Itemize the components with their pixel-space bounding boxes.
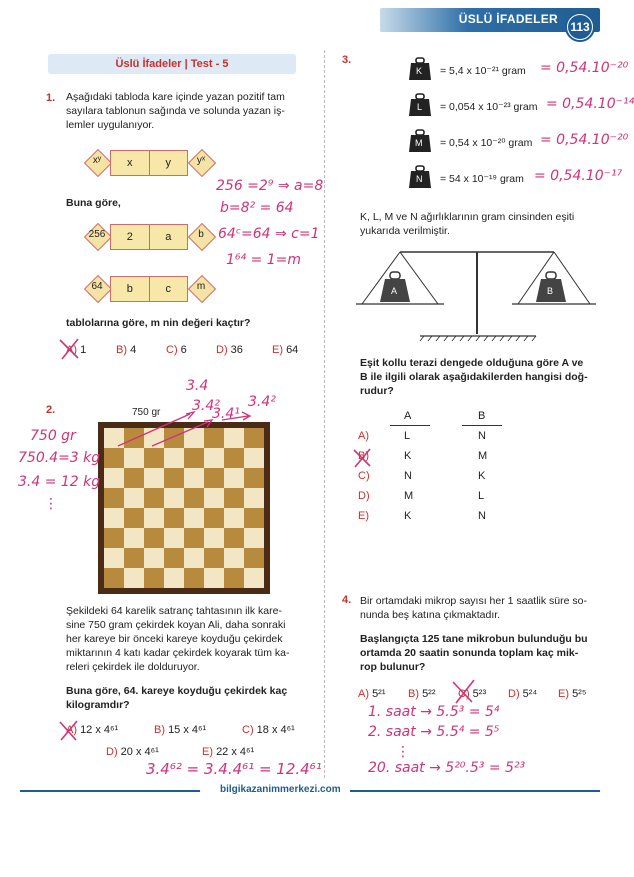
board-square [164, 468, 184, 488]
q2-arrows [112, 394, 292, 454]
board-square [224, 488, 244, 508]
header-title: ÜSLÜ İFADELER [458, 12, 558, 26]
board-square [184, 528, 204, 548]
board-square [204, 508, 224, 528]
board-square [124, 508, 144, 528]
board-square [124, 488, 144, 508]
board-square [144, 468, 164, 488]
q1-buna: Buna göre, [66, 197, 121, 209]
q2-option-e[interactable]: E) 22 x 4⁶¹ [202, 746, 255, 758]
q2-option-c[interactable]: C) 18 x 4⁶¹ [242, 724, 295, 736]
q2-hw-top-2: 3.4² [192, 398, 220, 414]
q2-option-d[interactable]: D) 20 x 4⁶¹ [106, 746, 159, 758]
board-square [204, 468, 224, 488]
q3-option-e[interactable]: E) K N [358, 510, 486, 522]
board-square [244, 508, 264, 528]
board-square [144, 508, 164, 528]
q4-hw-3: ⋮ [396, 744, 410, 760]
q2-hw-left-2: 750.4=3 kg [18, 450, 101, 466]
q4-hw-2: 2. saat → 5.5⁴ = 5⁵ [368, 724, 500, 740]
q1-table-2: 256 2 a b [84, 224, 214, 248]
q1-text: Aşağıdaki tabloda kare içinde yazan pozitif tam sayılara tablonun sağında ve solunda yazan iş- lemler uygulanıyor. [66, 91, 285, 131]
scale-label-a: A [391, 286, 398, 296]
q3-ask: Eşit kollu terazi dengede olduğuna göre A ve B ile ilgili olarak aşağıdakilerden hangisi doğ- rudur? [360, 357, 588, 397]
board-square [124, 468, 144, 488]
q1-options [66, 344, 316, 360]
q3-cross-mark [350, 446, 374, 470]
q2-ask: Buna göre, 64. kareye koyduğu çekirdek kaç kilogramdır? [66, 685, 288, 711]
q2-cross-mark [56, 718, 82, 744]
q4-option-a[interactable]: A) 5²¹ [358, 688, 386, 700]
board-square [204, 488, 224, 508]
q4-option-d[interactable]: D) 5²⁴ [508, 688, 538, 700]
board-square [104, 508, 124, 528]
board-square [164, 488, 184, 508]
q1-option-c[interactable]: C) 6 [166, 344, 187, 356]
q2-hw-bottom: 3.4⁶² = 3.4.4⁶¹ = 12.4⁶¹ [146, 760, 322, 778]
board-square [144, 568, 164, 588]
board-square [224, 528, 244, 548]
q1-option-a[interactable]: A) 1 [66, 344, 87, 356]
board-square [124, 548, 144, 568]
q1-table-1: xʸ x y yˣ [84, 150, 214, 174]
board-square [184, 508, 204, 528]
q2-hw-left-1: 750 gr [30, 428, 76, 444]
footer-line-right [350, 790, 600, 792]
q4-cross-mark [450, 678, 478, 706]
q3-number: 3. [342, 54, 352, 66]
q1-option-b[interactable]: B) 4 [116, 344, 137, 356]
q1-hw-2: b=8² = 64 [220, 200, 294, 216]
board-square [124, 528, 144, 548]
q4-text: Bir ortamdaki mikrop sayısı her 1 saatlik süre so- nunda beş katına çıkmaktadır. [360, 595, 587, 621]
board-square [104, 488, 124, 508]
board-square [104, 568, 124, 588]
q2-hw-top-1: 3.4 [186, 378, 209, 394]
q4-option-c[interactable]: C) 5²³ [458, 688, 487, 700]
q1-option-d[interactable]: D) 36 [216, 344, 243, 356]
q3-text: K, L, M ve N ağırlıklarının gram cinsinden eşiti yukarıda verilmiştir. [360, 211, 575, 237]
q4-hw-1: 1. saat → 5.5³ = 5⁴ [368, 704, 500, 720]
board-square [164, 548, 184, 568]
q2-option-b[interactable]: B) 15 x 4⁶¹ [154, 724, 207, 736]
q2-hw-top-4: 3.4² [248, 394, 276, 410]
board-square [164, 568, 184, 588]
q1-number: 1. [46, 92, 56, 104]
q3-option-a[interactable]: A) L N [358, 430, 486, 442]
board-square [204, 548, 224, 568]
scale-label-b: B [547, 286, 554, 296]
q2-hw-left-3: 3.4 = 12 kg [18, 474, 101, 490]
board-square [144, 548, 164, 568]
q1-table-3: 64 b c m [84, 276, 214, 300]
footer-site: bilgikazanimmerkezi.com [220, 784, 341, 795]
board-label: 750 gr [132, 407, 161, 418]
q1-hw-4: 1⁶⁴ = 1=m [226, 252, 302, 268]
q3-option-b[interactable]: B) K M [358, 450, 488, 462]
column-divider [324, 50, 325, 778]
board-square [104, 528, 124, 548]
board-square [144, 528, 164, 548]
board-square [224, 548, 244, 568]
board-square [164, 528, 184, 548]
q1-ask: tablolarına göre, m nin değeri kaçtır? [66, 317, 251, 329]
board-square [124, 568, 144, 588]
board-square [104, 468, 124, 488]
board-square [244, 548, 264, 568]
board-square [224, 468, 244, 488]
balance-scale [350, 246, 600, 346]
q1-hw-1: 256 =2⁹ ⇒ a=8 [216, 178, 324, 194]
board-square [144, 488, 164, 508]
board-square [204, 568, 224, 588]
q4-option-e[interactable]: E) 5²⁵ [558, 688, 587, 700]
board-square [244, 468, 264, 488]
board-square [224, 568, 244, 588]
q4-ask: Başlangıçta 125 tane mikrobun bulunduğu bu ortamda 20 saatin sonunda toplam kaç mik- rop bulunur? [360, 633, 588, 673]
q2-hw-left-4: ⋮ [44, 496, 58, 512]
q4-options [358, 688, 608, 704]
q4-hw-4: 20. saat → 5²⁰.5³ = 5²³ [368, 760, 526, 776]
q3-options-table: A B A) L N B) K M C) N K D) M L E) K N [358, 410, 558, 530]
q1-hw-3: 64ᶜ=64 ⇒ c=1 [218, 226, 320, 242]
q1-option-e[interactable]: E) 64 [272, 344, 299, 356]
board-square [184, 468, 204, 488]
q3-option-d[interactable]: D) M L [358, 490, 485, 502]
board-square [104, 548, 124, 568]
q1-cross-mark [56, 336, 87, 362]
board-square [164, 508, 184, 528]
q4-option-b[interactable]: B) 5²² [408, 688, 436, 700]
q3-option-c[interactable]: C) N K [358, 470, 486, 482]
board-square [244, 568, 264, 588]
board-square [184, 488, 204, 508]
q2-number: 2. [46, 404, 56, 416]
test-title: Üslü İfadeler | Test - 5 [48, 54, 296, 74]
q2-text: Şekildeki 64 karelik satranç tahtasının ilk kare- sine 750 gram çekirdek koyan Ali, daha sonraki her kareye bir önceki kareye koyduğu çekirdek miktarının 4 katı kadar çekirdek koyarak tüm ka- releri çekirdek ile dolduruyor. [66, 605, 290, 673]
q4-number: 4. [342, 594, 352, 606]
q2-hw-top-3: 3.4¹ [212, 406, 240, 422]
board-square [184, 548, 204, 568]
board-square [184, 568, 204, 588]
board-square [224, 508, 244, 528]
page-number: 113 [565, 12, 595, 42]
footer-line-left [20, 790, 200, 792]
q2-option-a[interactable]: A) 12 x 4⁶¹ [66, 724, 119, 736]
board-square [244, 528, 264, 548]
board-square [204, 528, 224, 548]
board-square [244, 488, 264, 508]
